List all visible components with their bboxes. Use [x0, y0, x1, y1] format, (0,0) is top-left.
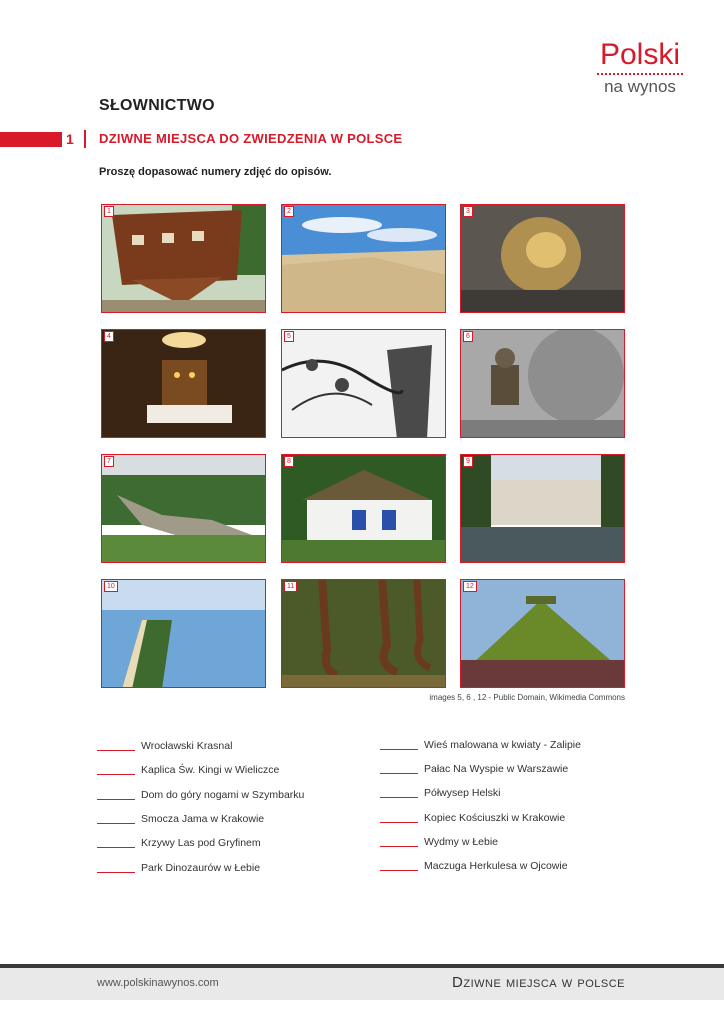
answer-blank[interactable] — [380, 846, 418, 847]
photo-number: 6 — [463, 331, 473, 342]
photo-number: 12 — [463, 581, 477, 592]
photo-hel-peninsula — [101, 579, 266, 688]
answer-label: Smocza Jama w Krakowie — [141, 813, 265, 825]
photo-dunes — [281, 204, 446, 313]
footer-url[interactable]: www.polskinawynos.com — [97, 977, 219, 989]
answer-blank[interactable] — [97, 823, 135, 824]
answer-label: Wieś malowana w kwiaty - Zalipie — [424, 739, 581, 751]
photo-dragon-den — [460, 204, 625, 313]
answer-blank[interactable] — [97, 774, 135, 775]
exercise-title: DZIWNE MIEJSCA DO ZWIEDZENIA W POLSCE — [99, 131, 403, 146]
logo-main-text: Polski — [599, 38, 681, 71]
photo-number: 1 — [104, 206, 114, 217]
photo-dwarf — [460, 329, 625, 438]
footer-title: Dziwne miejsca w polsce — [452, 974, 625, 991]
photo-number: 10 — [104, 581, 118, 592]
answer-blank[interactable] — [97, 872, 135, 873]
answer-blank[interactable] — [97, 799, 135, 800]
answer-label: Krzywy Las pod Gryfinem — [141, 837, 261, 849]
photo-number: 11 — [284, 581, 297, 592]
answer-label: Wydmy w Łebie — [424, 836, 499, 848]
answer-blank[interactable] — [380, 749, 418, 750]
answer-label: Wrocławski Krasnal — [141, 740, 233, 752]
exercise-separator — [84, 130, 86, 148]
photo-upside-down-house — [101, 204, 266, 313]
photo-number: 4 — [104, 331, 114, 342]
photo-number: 8 — [284, 456, 294, 467]
photo-number: 7 — [104, 456, 114, 467]
section-heading: SŁOWNICTWO — [99, 97, 215, 114]
image-credit: images 5, 6 , 12 - Public Domain, Wikimedia Commons — [429, 693, 625, 702]
photo-salt-chapel — [101, 329, 266, 438]
answer-blank[interactable] — [380, 797, 418, 798]
answer-label: Park Dinozaurów w Łebie — [141, 862, 261, 874]
photo-rock-club — [281, 329, 446, 438]
photo-number: 9 — [463, 456, 473, 467]
answer-label: Kaplica Św. Kingi w Wieliczce — [141, 764, 280, 776]
answer-label: Dom do góry nogami w Szymbarku — [141, 789, 305, 801]
brand-logo — [590, 38, 690, 96]
exercise-instruction: Proszę dopasować numery zdjęć do opisów. — [99, 166, 332, 178]
answer-label: Kopiec Kościuszki w Krakowie — [424, 812, 566, 824]
photo-number: 3 — [463, 206, 473, 217]
photo-painted-cottage — [281, 454, 446, 563]
answer-blank[interactable] — [380, 870, 418, 871]
photo-crooked-forest — [281, 579, 446, 688]
photo-kosciuszko-mound — [460, 579, 625, 688]
answer-label: Półwysep Helski — [424, 787, 501, 799]
exercise-bar — [0, 132, 62, 147]
answer-label: Maczuga Herkulesa w Ojcowie — [424, 860, 568, 872]
photo-number: 2 — [284, 206, 294, 217]
photo-number: 5 — [284, 331, 294, 342]
answer-blank[interactable] — [97, 750, 135, 751]
exercise-number: 1 — [66, 131, 74, 147]
logo-dotted-rule — [597, 73, 683, 75]
answer-label: Pałac Na Wyspie w Warszawie — [424, 763, 569, 775]
answer-blank[interactable] — [380, 822, 418, 823]
answer-blank[interactable] — [97, 847, 135, 848]
logo-sub-text: na wynos — [604, 77, 676, 96]
answer-blank[interactable] — [380, 773, 418, 774]
photo-dinosaur-park — [101, 454, 266, 563]
photo-palace-on-isle — [460, 454, 625, 563]
